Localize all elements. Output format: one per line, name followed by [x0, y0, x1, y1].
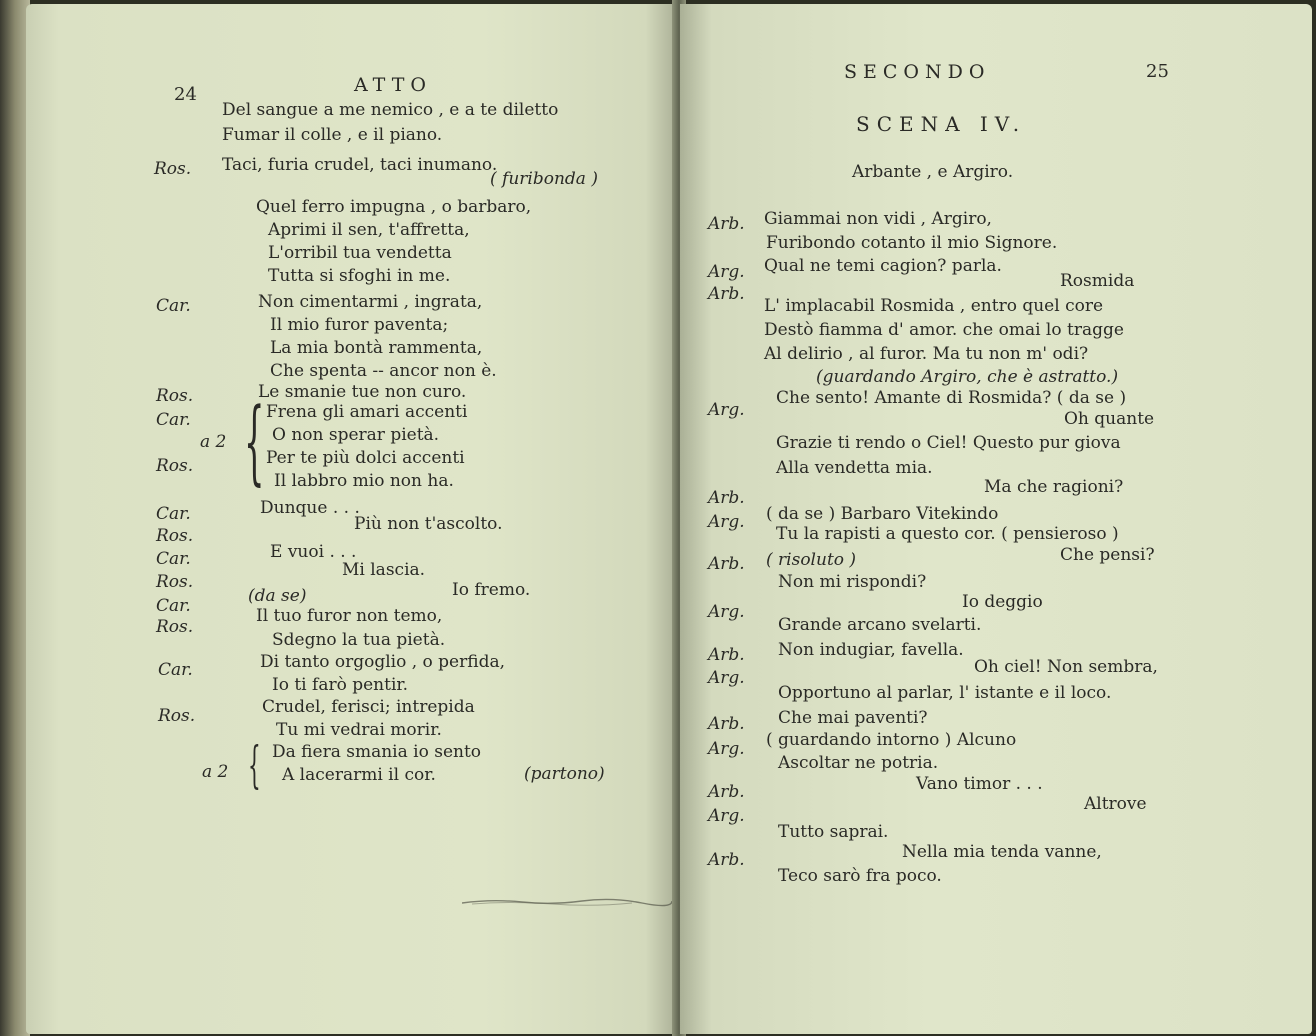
verse-line: Tu la rapisti a questo cor. ( pensieroso ) [776, 524, 1119, 544]
verse-line: Le smanie tue non curo. [258, 382, 467, 402]
a2-mark: a 2 [202, 762, 229, 782]
verse-line: Non cimentarmi , ingrata, [258, 292, 483, 312]
verse-line: Del sangue a me nemico , e a te diletto [222, 100, 559, 120]
verse-line: Nella mia tenda vanne, [902, 842, 1102, 862]
verse-line: Sdegno la tua pietà. [272, 630, 446, 650]
speaker-label: Arg. [708, 806, 745, 826]
verse-line: Altrove [1084, 794, 1147, 814]
stage-direction: (da se) [248, 586, 307, 606]
duet-brace: { [244, 388, 265, 495]
speaker-label: Ros. [156, 526, 194, 546]
verse-line: Crudel, ferisci; intrepida [262, 697, 475, 717]
verse-line: ( da se ) Barbaro Vitekindo [766, 504, 999, 524]
right-page [680, 4, 1312, 1034]
verse-line: Il mio furor paventa; [270, 315, 449, 335]
verse-line: Tu mi vedrai morir. [276, 720, 442, 740]
stage-direction: (guardando Argiro, che è astratto.) [816, 367, 1119, 387]
verse-line: Grazie ti rendo o Ciel! Questo pur giova [776, 433, 1121, 453]
a2-mark: a 2 [200, 432, 227, 452]
verse-line: Furibondo cotanto il mio Signore. [766, 233, 1058, 253]
speaker-label: Car. [156, 410, 191, 430]
verse-line: L'orribil tua vendetta [268, 243, 452, 263]
speaker-label: Arb. [708, 850, 745, 870]
verse-line: Che sento! Amante di Rosmida? ( da se ) [776, 388, 1127, 408]
ornament-rule [462, 897, 672, 907]
speaker-label: Arg. [708, 400, 745, 420]
speaker-label: Ros. [156, 456, 194, 476]
verse-line: Rosmida [1060, 271, 1135, 291]
verse-line: Io deggio [962, 592, 1043, 612]
verse-line: E vuoi . . . [270, 542, 357, 562]
verse-line: Vano timor . . . [916, 774, 1043, 794]
verse-line: Io ti farò pentir. [272, 675, 409, 695]
verse-line: O non sperar pietà. [272, 425, 440, 445]
speaker-label: Ros. [156, 572, 194, 592]
speaker-label: Ros. [156, 617, 194, 637]
verse-line: Più non t'ascolto. [354, 514, 503, 534]
verse-line: Qual ne temi cagion? parla. [764, 256, 1002, 276]
verse-line: Aprimi il sen, t'affretta, [268, 220, 470, 240]
speaker-label: Arg. [708, 739, 745, 759]
speaker-label: Arb. [708, 488, 745, 508]
verse-line: Di tanto orgoglio , o perfida, [260, 652, 506, 672]
speaker-label: Arb. [708, 645, 745, 665]
stage-direction: ( furibonda ) [490, 169, 598, 189]
speaker-label: Arb. [708, 214, 745, 234]
stage-direction: (partono) [524, 764, 605, 784]
verse-line: Ascoltar ne potria. [778, 753, 939, 773]
verse-line: Al delirio , al furor. Ma tu non m' odi? [764, 344, 1089, 364]
speaker-label: Ros. [156, 386, 194, 406]
speaker-label: Car. [156, 596, 191, 616]
speaker-label: Car. [156, 296, 191, 316]
verse-line: Giammai non vidi , Argiro, [764, 209, 992, 229]
speaker-label: Car. [156, 504, 191, 524]
verse-line: Oh quante [1064, 409, 1155, 429]
verse-line: Da fiera smania io sento [272, 742, 482, 762]
speaker-label: Arg. [708, 262, 745, 282]
speaker-label: Arg. [708, 512, 745, 532]
verse-line: La mia bontà rammenta, [270, 338, 483, 358]
verse-line: Che spenta -- ancor non è. [270, 361, 497, 381]
verse-line: Fumar il colle , e il piano. [222, 125, 443, 145]
speaker-label: Car. [158, 660, 193, 680]
verse-line: Io fremo. [452, 580, 531, 600]
verse-line: A lacerarmi il cor. [282, 765, 436, 785]
speaker-label: Arb. [708, 284, 745, 304]
characters-line: Arbante , e Argiro. [852, 162, 1014, 182]
speaker-label: Arg. [708, 602, 745, 622]
verse-line: Grande arcano svelarti. [778, 615, 982, 635]
page-number: 25 [1146, 61, 1169, 82]
verse-line: Per te più dolci accenti [266, 448, 465, 468]
scene-title: SCENA IV. [856, 112, 1027, 136]
verse-line: Opportuno al parlar, l' istante e il loco. [778, 683, 1112, 703]
verse-line: Destò fiamma d' amor. che omai lo tragge [764, 320, 1124, 340]
verse-line: Frena gli amari accenti [266, 402, 468, 422]
verse-line: Non indugiar, favella. [778, 640, 964, 660]
verse-line: Dunque . . . [260, 498, 360, 518]
verse-line: Che pensi? [1060, 545, 1155, 565]
verse-line: Ma che ragioni? [984, 477, 1124, 497]
verse-line: Teco sarò fra poco. [778, 866, 942, 886]
stage-direction: ( risoluto ) [766, 550, 857, 570]
speaker-label: Arb. [708, 782, 745, 802]
verse-line: Mi lascia. [342, 560, 426, 580]
verse-line: Taci, furia crudel, taci inumano. [222, 155, 498, 175]
speaker-label: Ros. [154, 159, 192, 179]
verse-line: Il labbro mio non ha. [274, 471, 454, 491]
running-head: ATTO [354, 74, 432, 96]
duet-brace: { [248, 736, 261, 794]
page-number: 24 [174, 84, 197, 105]
verse-line: Alla vendetta mia. [776, 458, 933, 478]
verse-line: Che mai paventi? [778, 708, 928, 728]
verse-line: Tutta si sfoghi in me. [268, 266, 451, 286]
verse-line: Oh ciel! Non sembra, [974, 657, 1158, 677]
verse-line: L' implacabil Rosmida , entro quel core [764, 296, 1104, 316]
verse-line: Quel ferro impugna , o barbaro, [256, 197, 532, 217]
verse-line: Non mi rispondi? [778, 572, 927, 592]
left-page [26, 4, 678, 1034]
verse-line: ( guardando intorno ) Alcuno [766, 730, 1017, 750]
verse-line: Il tuo furor non temo, [256, 606, 443, 626]
speaker-label: Arb. [708, 554, 745, 574]
speaker-label: Car. [156, 549, 191, 569]
speaker-label: Arb. [708, 714, 745, 734]
speaker-label: Ros. [158, 706, 196, 726]
speaker-label: Arg. [708, 668, 745, 688]
running-head: SECONDO [844, 61, 991, 83]
verse-line: Tutto saprai. [778, 822, 889, 842]
